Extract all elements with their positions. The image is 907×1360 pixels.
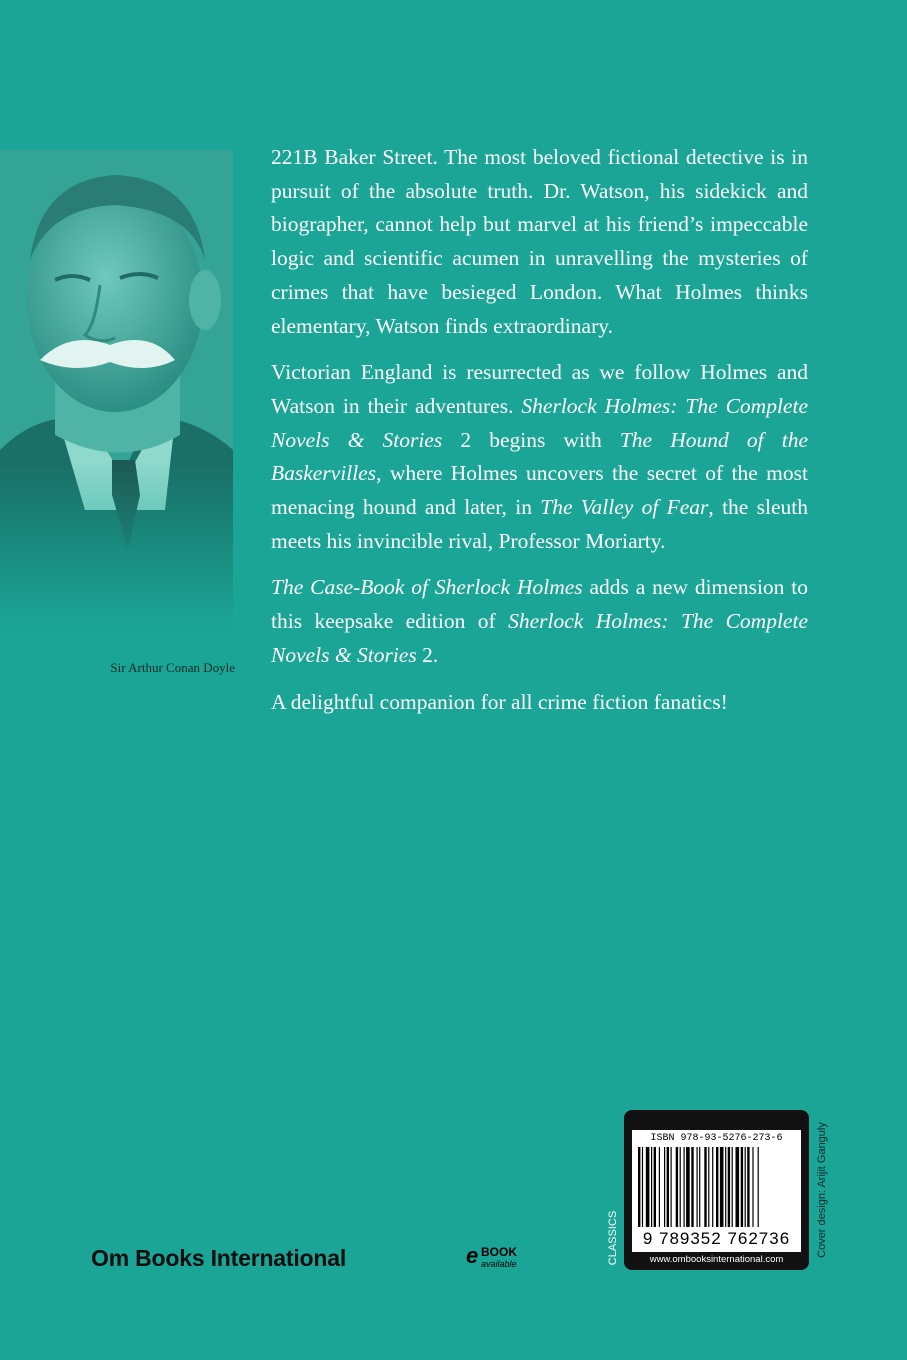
ebook-label: BOOK xyxy=(481,1245,517,1259)
barcode-bar xyxy=(671,1147,672,1227)
barcode-bar xyxy=(716,1147,718,1227)
barcode-bars xyxy=(638,1147,795,1227)
blurb-paragraph-1: 221B Baker Street. The most beloved fictional detective is in pursuit of the absolute truth. Dr. Watson, his sidekick and biographer, cannot help but marvel at his friend’s impeccable logic and scientific acumen in unravelling the mysteries of crimes that have besieged London. What Holmes thinks elementary, Watson finds extraordinary. xyxy=(271,145,808,338)
ebook-available-label: available xyxy=(481,1259,517,1269)
barcode-bar xyxy=(720,1147,724,1227)
blurb-text: adds a new dimension to this keepsake edition of xyxy=(271,575,808,634)
blurb-text: , the sleuth meets his invincible rival, Professor Moriarty. xyxy=(271,495,808,553)
classics-text: CLASSICS xyxy=(607,1210,619,1265)
barcode-bar xyxy=(686,1147,690,1227)
publisher-logo: Om Books International xyxy=(91,1245,347,1271)
genre-label xyxy=(603,1205,623,1270)
cover-design-credit xyxy=(812,1110,832,1270)
barcode-bar xyxy=(736,1147,740,1227)
blurb-paragraph-3 xyxy=(271,571,808,672)
book-title-italic: The Valley of Fear xyxy=(540,495,709,520)
barcode-bar xyxy=(708,1147,709,1227)
barcode-bar xyxy=(664,1147,665,1227)
barcode-bar xyxy=(676,1147,678,1227)
barcode-bar xyxy=(725,1147,726,1227)
publisher-website: www.ombooksinternational.com xyxy=(649,1254,784,1265)
ebook-available-logo xyxy=(466,1243,526,1273)
barcode-bar xyxy=(651,1147,652,1227)
barcode-bar xyxy=(752,1147,753,1227)
ebook-e-glyph: e xyxy=(466,1243,479,1268)
barcode-bar xyxy=(642,1147,643,1227)
blurb-paragraph-4: A delightful companion for all crime fiction fanatics! xyxy=(271,689,728,714)
barcode-bar xyxy=(745,1147,746,1227)
isbn-text: ISBN 978-93-5276-273-6 xyxy=(650,1133,783,1144)
blurb-text: , where Holmes uncovers the secret of the most menacing hound and later, in xyxy=(271,461,808,520)
book-title-italic: Sherlock Holmes: The Complete Novels & Stories xyxy=(271,393,808,452)
book-title-italic: The Case-Book of Sherlock Holmes xyxy=(271,575,583,600)
barcode-bar xyxy=(741,1147,743,1227)
barcode-bar xyxy=(654,1147,656,1227)
barcode-bar xyxy=(691,1147,693,1227)
barcode-bar xyxy=(747,1147,749,1227)
barcode-bar xyxy=(680,1147,681,1227)
barcode-bar xyxy=(638,1147,640,1227)
author-portrait xyxy=(0,150,233,630)
barcode-bar xyxy=(758,1147,759,1227)
barcode-bar xyxy=(728,1147,730,1227)
barcode-bar xyxy=(659,1147,660,1227)
back-cover-blurb xyxy=(271,141,808,732)
barcode-bar xyxy=(704,1147,706,1227)
barcode-label xyxy=(632,1130,801,1252)
barcode-bar xyxy=(667,1147,669,1227)
barcode-bar xyxy=(699,1147,700,1227)
blurb-text: 2. xyxy=(416,642,439,667)
book-title-italic: Sherlock Holmes: The Complete Novels & Stories xyxy=(271,609,808,667)
barcode-bar xyxy=(684,1147,685,1227)
barcode-bar xyxy=(712,1147,713,1227)
author-photo-image xyxy=(0,150,233,630)
barcode-bar xyxy=(646,1147,650,1227)
barcode-panel xyxy=(624,1110,809,1270)
cover-design-text: Cover design: Arijit Ganguly xyxy=(816,1122,828,1258)
barcode-bar xyxy=(697,1147,698,1227)
barcode-bar xyxy=(732,1147,733,1227)
book-title-italic: The Hound of the Baskervilles xyxy=(271,427,808,486)
blurb-text: 2 begins with xyxy=(442,427,620,452)
blurb-text: Victorian England is resurrected as we follow Holmes and Watson in their adventures. xyxy=(271,360,808,418)
portrait-caption: Sir Arthur Conan Doyle xyxy=(110,660,235,675)
barcode-digits: 9 789352 762736 xyxy=(642,1229,791,1248)
blurb-paragraph-2 xyxy=(271,356,808,558)
